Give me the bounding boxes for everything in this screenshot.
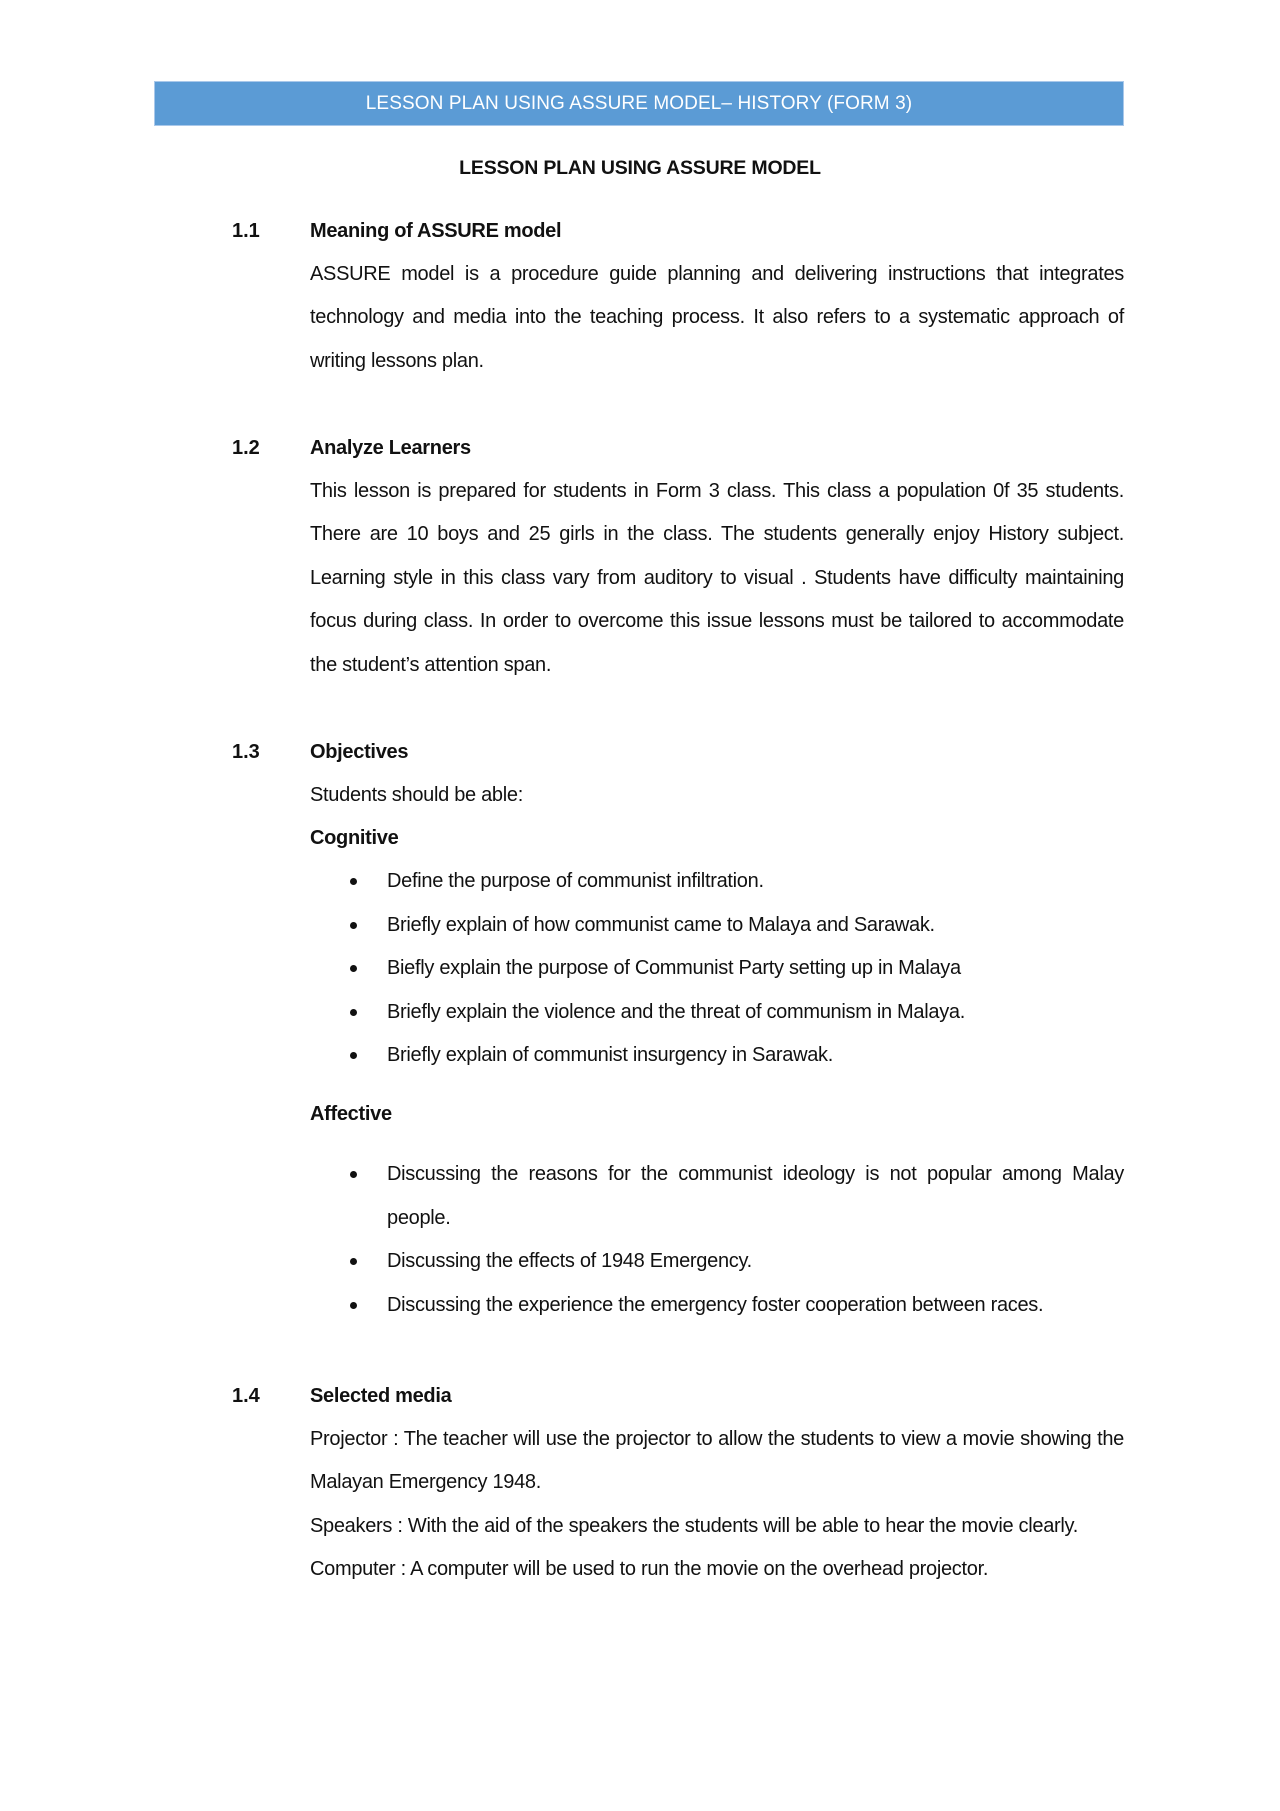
section-heading: Selected media bbox=[310, 1385, 452, 1407]
section-body bbox=[310, 427, 1124, 687]
list-item: Discussing the reasons for the communist ideology is not popular among Malay people. bbox=[310, 1153, 1124, 1240]
section-number: 1.2 bbox=[232, 437, 260, 459]
header-banner bbox=[154, 81, 1124, 126]
bullet-icon bbox=[350, 878, 357, 885]
list-item: Define the purpose of communist infiltration. bbox=[310, 860, 1124, 903]
list-item: Briefly explain the violence and the threat of communism in Malaya. bbox=[310, 991, 1124, 1034]
section-heading: Analyze Learners bbox=[310, 437, 471, 459]
affective-heading: Affective bbox=[310, 1103, 392, 1126]
media-projector: Projector : The teacher will use the projector to allow the students to view a movie showing the Malayan Emergency 1948. bbox=[310, 1428, 1124, 1494]
media-computer: Computer : A computer will be used to run the movie on the overhead projector. bbox=[310, 1558, 989, 1581]
list-item: Discussing the effects of 1948 Emergency. bbox=[310, 1240, 1124, 1283]
bullet-icon bbox=[350, 965, 357, 972]
section-paragraph: This lesson is prepared for students in Form 3 class. This class a population 0f 35 students. There are 10 boys and 25 girls in the class. The students generally enjoy History subject. Learning style in this class vary from auditory to visual . Students have difficulty maintaining focus during class. In order to overcome this issue lessons must be tailored to accommodate the student’s attention span. bbox=[310, 480, 1124, 676]
section-number: 1.1 bbox=[232, 220, 260, 242]
bullet-icon bbox=[350, 1171, 357, 1178]
section-body bbox=[310, 731, 1124, 1327]
affective-list bbox=[310, 1153, 1124, 1327]
section-body bbox=[310, 1375, 1124, 1592]
section-body bbox=[310, 210, 1124, 383]
bullet-icon bbox=[350, 1302, 357, 1309]
header-banner-text: LESSON PLAN USING ASSURE MODEL– HISTORY (FORM 3) bbox=[365, 92, 913, 114]
cognitive-list bbox=[310, 860, 1124, 1077]
section-paragraph: ASSURE model is a procedure guide planning and delivering instructions that integrates technology and media into the teaching process. It also refers to a systematic approach of writing lessons plan. bbox=[310, 263, 1124, 372]
section-number: 1.3 bbox=[232, 741, 260, 763]
bullet-icon bbox=[350, 1009, 357, 1016]
objectives-intro: Students should be able: bbox=[310, 784, 523, 806]
bullet-icon bbox=[350, 922, 357, 929]
bullet-icon bbox=[350, 1258, 357, 1265]
cognitive-heading: Cognitive bbox=[310, 827, 399, 850]
list-item: Briefly explain of how communist came to Malaya and Sarawak. bbox=[310, 904, 1124, 947]
list-item: Discussing the experience the emergency foster cooperation between races. bbox=[310, 1284, 1124, 1327]
document-title: LESSON PLAN USING ASSURE MODEL bbox=[459, 157, 821, 179]
bullet-icon bbox=[350, 1052, 357, 1059]
list-item: Biefly explain the purpose of Communist Party setting up in Malaya bbox=[310, 947, 1124, 990]
section-heading: Objectives bbox=[310, 741, 409, 763]
list-item: Briefly explain of communist insurgency in Sarawak. bbox=[310, 1034, 1124, 1077]
media-speakers: Speakers : With the aid of the speakers the students will be able to hear the movie clearly. bbox=[310, 1514, 1079, 1537]
section-heading: Meaning of ASSURE model bbox=[310, 220, 562, 242]
section-number: 1.4 bbox=[232, 1385, 260, 1407]
